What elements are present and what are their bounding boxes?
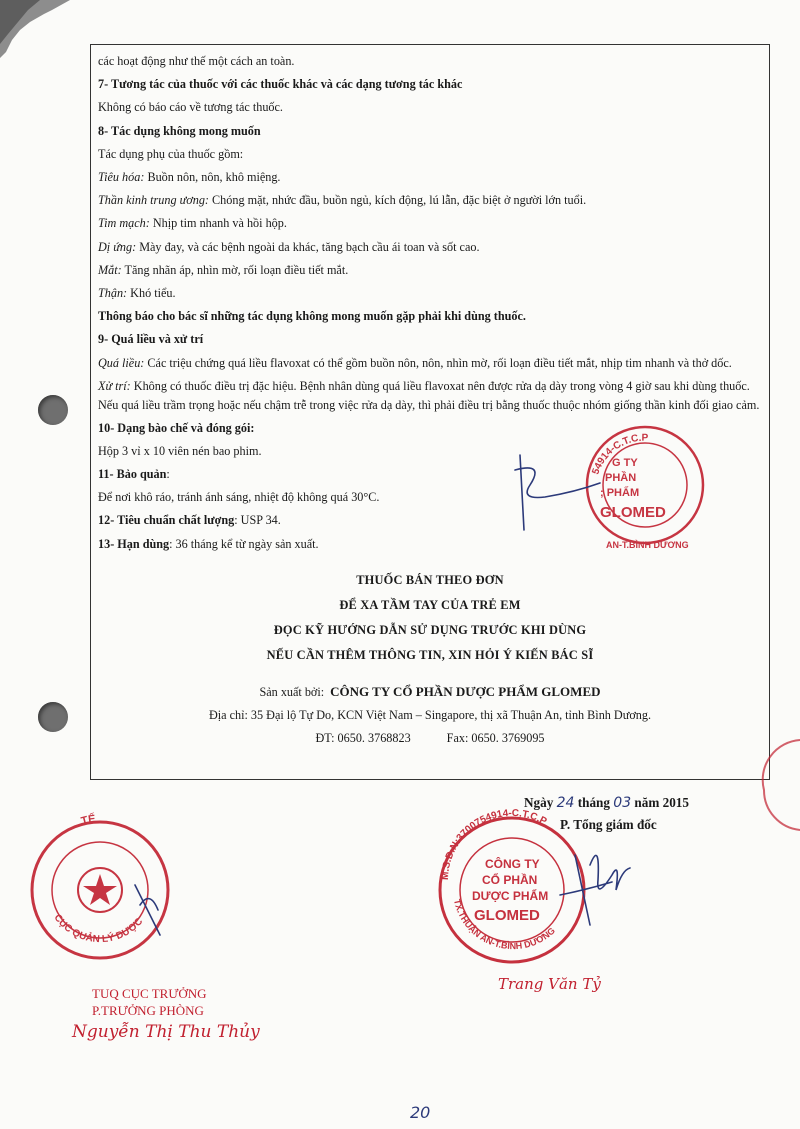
side-effect-label: Tiêu hóa: [98, 170, 145, 185]
side-effect-text: Tăng nhãn áp, nhìn mờ, rối loạn điều tiết mắt. [121, 262, 349, 277]
side-effect-text: Chóng mặt, nhức đầu, buồn ngủ, kích động, lú lẫn, đặc biệt ở người lớn tuổi. [209, 193, 587, 208]
authority-line-2: P.TRƯỞNG PHÒNG [92, 1003, 204, 1018]
section-7-text: Không có báo cáo về tương tác thuốc. [98, 100, 283, 115]
treatment-label: Xử trí: [98, 378, 131, 393]
overdose-text: Các triệu chứng quá liều flavoxat có thể gồm buồn nôn, nôn, nhìn mờ, rối loạn điều tiết mắt, nhịp tim nhanh và thở dốc. [144, 355, 732, 370]
svg-text:M.S.D.N:3700754914-C.T.C.P: M.S.D.N:3700754914-C.T.C.P [439, 807, 549, 881]
manufacturer-name: CÔNG TY CỔ PHẦN DƯỢC PHẨM GLOMED [330, 683, 601, 699]
warning-line: ĐỌC KỸ HƯỚNG DẪN SỬ DỤNG TRƯỚC KHI DÙNG [273, 622, 587, 637]
svg-text:TX.THUẬN AN-T.BÌNH DƯƠNG: TX.THUẬN AN-T.BÌNH DƯƠNG [451, 898, 557, 952]
svg-text:; PHẨM: ; PHẨM [600, 487, 640, 499]
side-effect-label: Mắt: [98, 262, 122, 277]
section-8-title: 8- Tác dụng không mong muốn [98, 123, 261, 138]
svg-text:DƯỢC PHẨM: DƯỢC PHẨM [472, 889, 549, 903]
director-title: P. Tổng giám đốc [560, 817, 657, 832]
side-effect-text: Mày đay, và các bệnh ngoài da khác, tăng bạch cầu ái toan và sốt cao. [136, 239, 480, 254]
section-13-title: 13- Hạn dùng [98, 536, 170, 551]
treatment-text: Không có thuốc điều trị đặc hiệu. Bệnh nhân dùng quá liều flavoxat nên được rửa dạ dày trong vòng 4 giờ sau khi dùng thuốc. Nếu quá liều trầm trọng hoặc nếu chậm trễ trong việc rửa dạ dày, thì phải điều trị bằng thuốc thuộc nhóm giống thần kinh đối giao cảm. [98, 378, 760, 412]
section-10-text: Hộp 3 vỉ x 10 viên nén bao phim. [98, 443, 262, 458]
section-11-text: Để nơi khô ráo, tránh ánh sáng, nhiệt độ không quá 30°C. [98, 490, 380, 505]
warning-line: THUỐC BÁN THEO ĐƠN [356, 572, 504, 587]
svg-text:AN-T.BÌNH DƯƠNG: AN-T.BÌNH DƯƠNG [606, 540, 689, 550]
date-month: 03 [613, 795, 632, 811]
side-effect-text: Khó tiểu. [127, 286, 176, 301]
section-12-title: 12- Tiêu chuẩn chất lượng [98, 513, 235, 528]
svg-text:CỤC QUẢN LÝ DƯỢC: CỤC QUẢN LÝ DƯỢC [51, 912, 146, 946]
date-day: 24 [556, 795, 575, 811]
svg-text:GLOMED: GLOMED [474, 907, 540, 924]
svg-text:PHẦN: PHẦN [605, 472, 637, 484]
authority-line-1: TUQ CỤC TRƯỞNG [92, 986, 207, 1001]
svg-text:G TY: G TY [612, 457, 638, 469]
notify-doctor: Thông báo cho bác sĩ những tác dụng không mong muốn gặp phải khi dùng thuốc. [98, 309, 526, 324]
svg-text:GLOMED: GLOMED [600, 504, 666, 521]
date-year: năm 2015 [634, 795, 689, 810]
overdose-label: Quá liều: [98, 355, 145, 370]
warning-line: NẾU CẦN THÊM THÔNG TIN, XIN HỎI Ý KIẾN BÁC SĨ [266, 647, 594, 662]
svg-text:CỔ PHẦN: CỔ PHẦN [482, 873, 538, 887]
page-number: 20 [410, 1103, 431, 1122]
section-11-title: 11- Bảo quản [98, 467, 167, 482]
fax: Fax: 0650. 3769095 [446, 730, 545, 745]
section-13-text: : 36 tháng kể từ ngày sản xuất. [169, 536, 319, 551]
side-effect-label: Dị ứng: [98, 239, 137, 254]
authority-signer-name: Nguyễn Thị Thu Thủy [72, 1022, 260, 1042]
manufacturer-label: Sản xuất bởi: [259, 684, 325, 699]
company-stamp-small [587, 427, 703, 550]
section-11-colon: : [166, 467, 170, 482]
side-effect-label: Tim mạch: [98, 216, 150, 231]
phone: ĐT: 0650. 3768823 [315, 730, 411, 745]
section-7-title: 7- Tương tác của thuốc với các thuốc khác và các dạng tương tác khác [98, 77, 463, 92]
company-signer-name: Trang Văn Tỷ [498, 975, 601, 993]
authority-stamp [32, 812, 168, 958]
svg-text:54914-C.T.C.P: 54914-C.T.C.P [590, 432, 649, 477]
section-9-title: 9- Quá liều và xử trí [98, 332, 204, 347]
date-prefix: Ngày [524, 795, 554, 810]
warning-line: ĐỂ XA TẦM TAY CỦA TRẺ EM [339, 597, 521, 612]
section-12-text: : USP 34. [234, 513, 281, 528]
side-effect-text: Buồn nôn, nôn, khô miệng. [144, 170, 281, 185]
section-10-title: 10- Dạng bào chế và đóng gói: [98, 420, 255, 435]
text-line: các hoạt động như thế một cách an toàn. [98, 54, 295, 68]
side-effect-label: Thần kinh trung ương: [98, 193, 209, 208]
authority-title [92, 985, 207, 1019]
side-effect-text: Nhịp tim nhanh và hồi hộp. [149, 216, 287, 231]
section-8-intro: Tác dụng phụ của thuốc gồm: [98, 146, 244, 161]
svg-text:CÔNG TY: CÔNG TY [485, 857, 540, 871]
signing-date [524, 795, 689, 811]
side-effect-label: Thận: [98, 286, 128, 301]
manufacturer-address: Địa chỉ: 35 Đại lộ Tự Do, KCN Việt Nam – Singapore, thị xã Thuận An, tỉnh Bình Dương. [208, 707, 652, 722]
svg-text:TẾ: TẾ [79, 813, 97, 828]
date-month-label: tháng [577, 795, 610, 810]
